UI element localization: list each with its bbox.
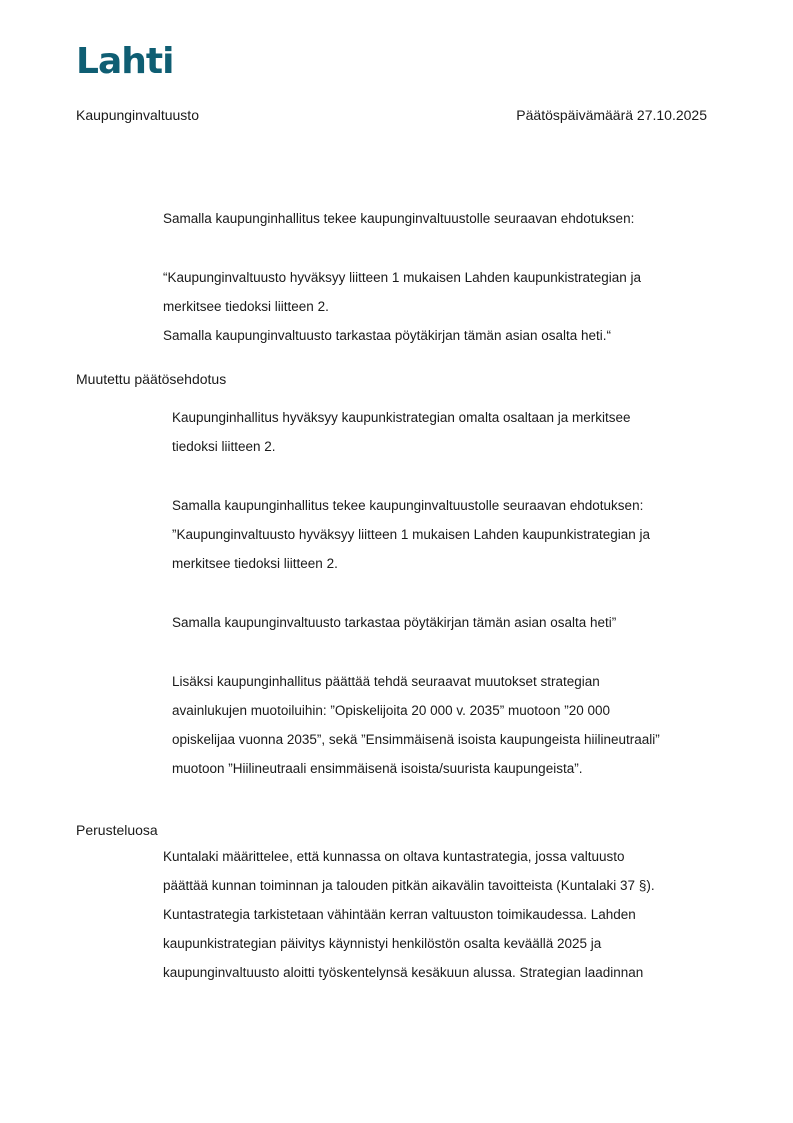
intro-line: Samalla kaupunginhallitus tekee kaupunginvaltuustolle seuraavan ehdotuksen: (163, 211, 635, 226)
decision-date: Päätöspäivämäärä 27.10.2025 (516, 107, 707, 123)
amended-paragraph-2 (172, 491, 650, 578)
amended-paragraph-3 (172, 608, 616, 637)
amended-proposal-heading: Muutettu päätösehdotus (76, 371, 227, 387)
amended-paragraph-4 (172, 667, 660, 783)
intro-section (163, 204, 634, 233)
paragraph-line: Samalla kaupunginvaltuusto tarkastaa pöytäkirjan tämän asian osalta heti” (172, 615, 617, 630)
rationale-heading: Perusteluosa (76, 822, 158, 838)
paragraph-line: muotoon ”Hiilineutraali ensimmäisenä isoista/suurista kaupungeista”. (172, 761, 583, 776)
paragraph-line: Kuntastrategia tarkistetaan vähintään kerran valtuuston toimikaudessa. Lahden (163, 907, 636, 922)
paragraph-line: Kaupunginhallitus hyväksyy kaupunkistrategian omalta osaltaan ja merkitsee (172, 410, 631, 425)
quote-line: merkitsee tiedoksi liitteen 2. (163, 299, 329, 314)
rationale-paragraph (163, 842, 655, 987)
amended-paragraph-1 (172, 403, 631, 461)
paragraph-line: opiskelijaa vuonna 2035”, sekä ”Ensimmäisenä isoista kaupungeista hiilineutraali” (172, 732, 660, 747)
paragraph-line: Kuntalaki määrittelee, että kunnassa on oltava kuntastrategia, jossa valtuusto (163, 849, 625, 864)
paragraph-line: kaupunkistrategian päivitys käynnistyi henkilöstön osalta keväällä 2025 ja (163, 936, 602, 951)
paragraph-line: Lisäksi kaupunginhallitus päättää tehdä seuraavat muutokset strategian (172, 674, 600, 689)
decision-body: Kaupunginvaltuusto (76, 107, 199, 123)
paragraph-line: Samalla kaupunginhallitus tekee kaupunginvaltuustolle seuraavan ehdotuksen: (172, 498, 644, 513)
paragraph-line: avainlukujen muotoiluihin: ”Opiskelijoita 20 000 v. 2035” muotoon ”20 000 (172, 703, 611, 718)
quote-line: “Kaupunginvaltuusto hyväksyy liitteen 1 mukaisen Lahden kaupunkistrategian ja (163, 270, 642, 285)
paragraph-line: merkitsee tiedoksi liitteen 2. (172, 556, 338, 571)
paragraph-line: päättää kunnan toiminnan ja talouden pitkän aikavälin tavoitteista (Kuntalaki 37 §). (163, 878, 655, 893)
paragraph-line: tiedoksi liitteen 2. (172, 439, 276, 454)
paragraph-line: ”Kaupunginvaltuusto hyväksyy liitteen 1 mukaisen Lahden kaupunkistrategian ja (172, 527, 651, 542)
paragraph-line: kaupunginvaltuusto aloitti työskentelynsä kesäkuun alussa. Strategian laadinnan (163, 965, 644, 980)
lahti-logo: Lahti (76, 41, 174, 82)
quote-line: Samalla kaupunginvaltuusto tarkastaa pöytäkirjan tämän asian osalta heti.“ (163, 328, 612, 343)
intro-quote (163, 263, 641, 350)
